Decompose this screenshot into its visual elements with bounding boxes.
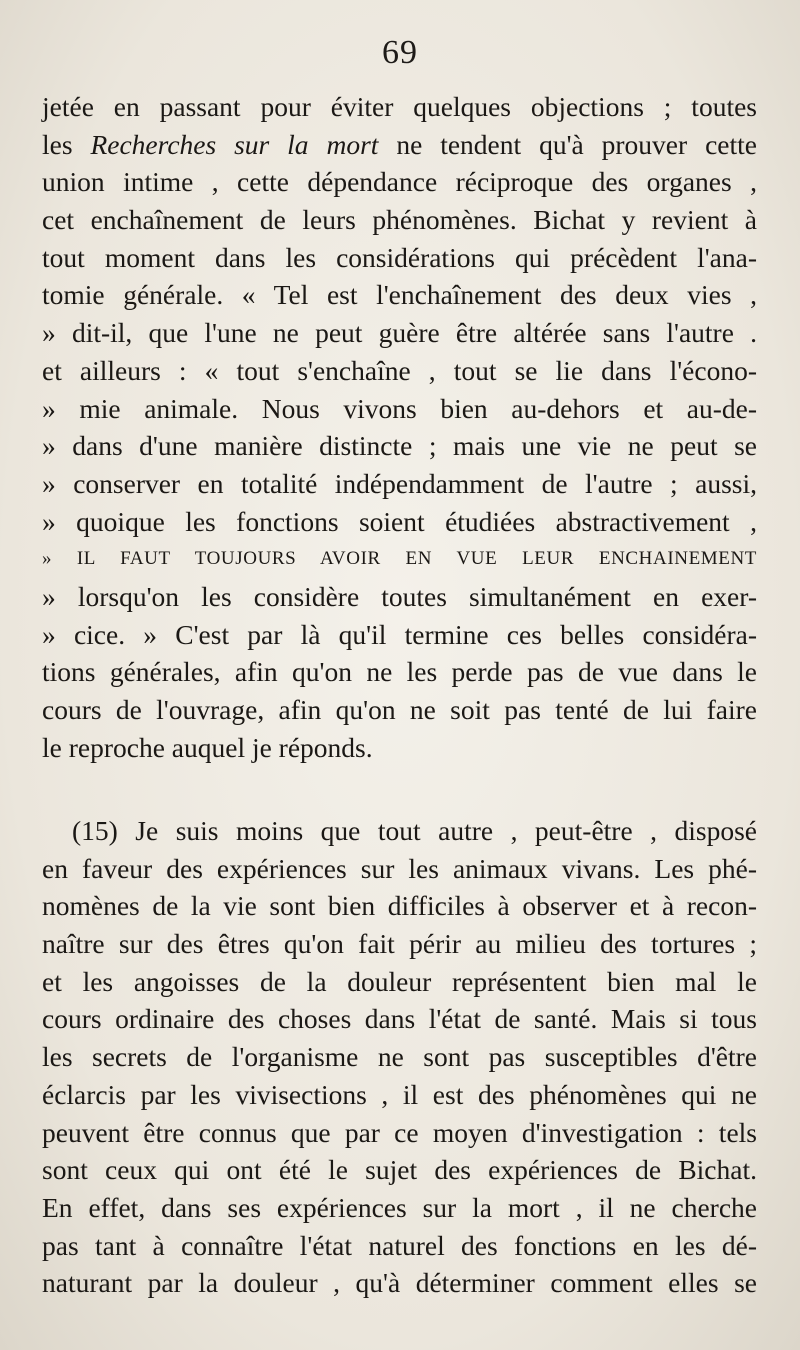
- text-line: » cice. » C'est par là qu'il termine ces belles considéra-: [42, 618, 757, 650]
- text-line: pas tant à connaître l'état naturel des fonctions en les dé-: [42, 1229, 757, 1261]
- paragraph-continued: [42, 88, 757, 766]
- text-line: » conserver en totalité indépendamment de l'autre ; aussi,: [42, 467, 757, 499]
- text-line: naître sur des êtres qu'on fait périr au milieu des tortures ;: [42, 928, 757, 960]
- text-line: le reproche auquel je réponds.: [42, 731, 373, 763]
- text-line: cet enchaînement de leurs phénomènes. Bichat y revient à: [42, 204, 757, 236]
- text-line-capitals: » IL FAUT TOUJOURS AVOIR EN VUE LEUR ENCHAINEMENT: [42, 548, 757, 570]
- text-line: et les angoisses de la douleur représentent bien mal le: [42, 965, 757, 997]
- text-line: jetée en passant pour éviter quelques objections ; toutes: [42, 91, 757, 122]
- text-line: union intime , cette dépendance réciproque des organes ,: [42, 166, 757, 198]
- text-line: cours ordinaire des choses dans l'état de santé. Mais si tous: [42, 1003, 757, 1035]
- text-line: en faveur des expériences sur les animaux vivans. Les phé-: [42, 852, 757, 884]
- text-line: nomènes de la vie sont bien difficiles à observer et à recon-: [42, 890, 757, 922]
- text-line: » mie animale. Nous vivons bien au-dehors et au-de-: [42, 392, 757, 424]
- text-line: cours de l'ouvrage, afin qu'on ne soit pas tenté de lui faire: [42, 694, 757, 725]
- text-fragment: ne tendent qu'à prouver cette: [378, 128, 757, 160]
- text-line: [42, 126, 757, 164]
- text-line: » lorsqu'on les considère toutes simultanément en exer-: [42, 580, 757, 612]
- page-number: 69: [382, 34, 418, 71]
- text-line: » dit-il, que l'une ne peut guère être altérée sans l'autre .: [42, 317, 757, 349]
- text-line: tions générales, afin qu'on ne les perde pas de vue dans le: [42, 656, 757, 688]
- book-title-italic: Recherches sur la mort: [90, 128, 379, 160]
- text-line: (15) Je suis moins que tout autre , peut-être , disposé: [72, 815, 757, 846]
- text-line: sont ceux qui ont été le sujet des expériences de Bichat.: [42, 1154, 757, 1186]
- text-line: peuvent être connus que par ce moyen d'investigation : tels: [42, 1116, 757, 1148]
- note-15-paragraph: [42, 812, 757, 1302]
- text-line: tout moment dans les considérations qui précèdent l'ana-: [42, 241, 757, 273]
- text-line: naturant par la douleur , qu'à déterminer comment elles se: [42, 1267, 757, 1299]
- text-line: » dans d'une manière distincte ; mais une vie ne peut se: [42, 430, 757, 462]
- text-line: » quoique les fonctions soient étudiées abstractivement ,: [42, 505, 757, 537]
- text-line: En effet, dans ses expériences sur la mort , il ne cherche: [42, 1191, 757, 1223]
- text-line: éclarcis par les vivisections , il est des phénomènes qui ne: [42, 1078, 757, 1110]
- text-line: les secrets de l'organisme ne sont pas susceptibles d'être: [42, 1041, 757, 1073]
- text-line: tomie générale. « Tel est l'enchaînement des deux vies ,: [42, 279, 757, 311]
- text-fragment: les: [42, 128, 91, 160]
- text-line: et ailleurs : « tout s'enchaîne , tout se lie dans l'écono-: [42, 354, 757, 386]
